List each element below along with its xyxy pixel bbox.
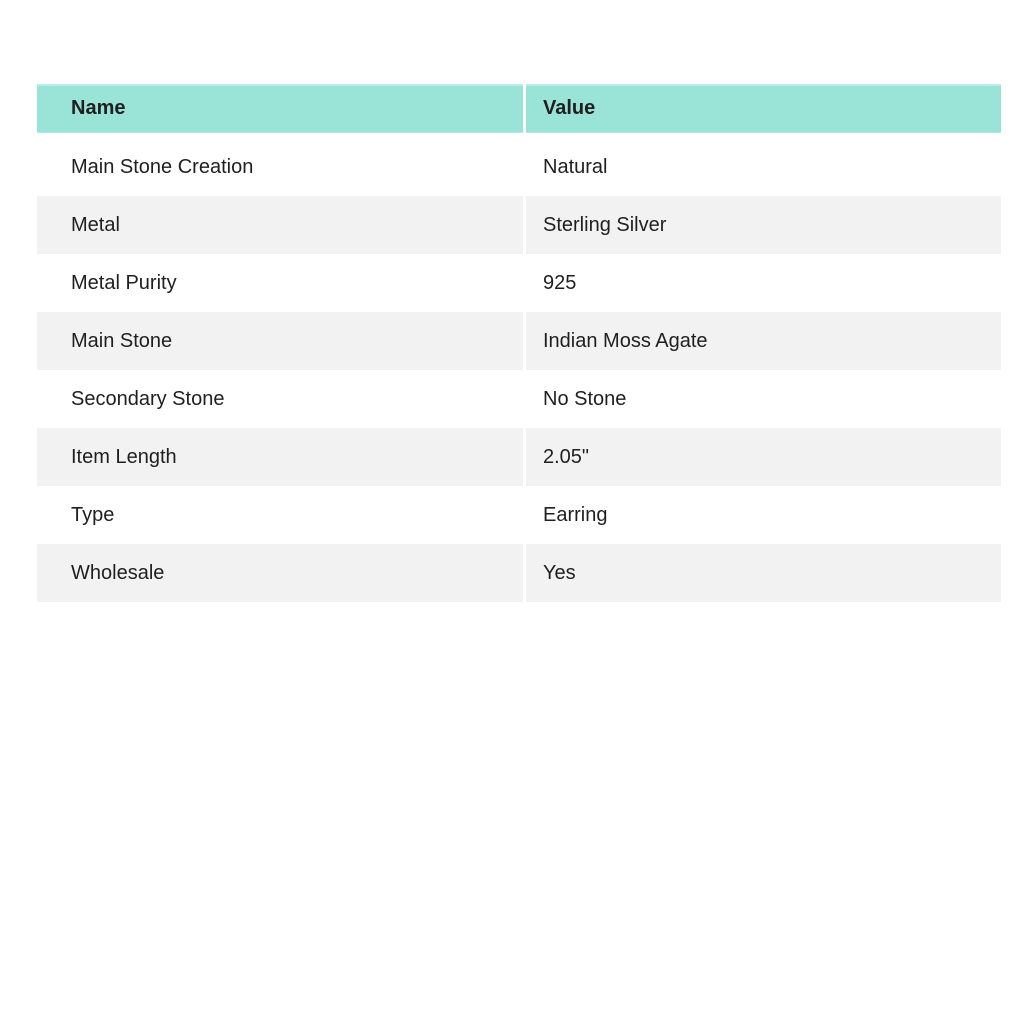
row-name-cell: Main Stone <box>71 329 173 352</box>
row-name-cell: Secondary Stone <box>71 387 225 410</box>
row-name-cell: Item Length <box>71 445 177 468</box>
table-row <box>37 370 1001 428</box>
table-row <box>37 196 1001 254</box>
table-row <box>37 486 1001 544</box>
table-header-row <box>37 84 1001 133</box>
row-name-cell: Metal Purity <box>71 271 177 294</box>
row-value-cell: Indian Moss Agate <box>523 312 1001 370</box>
row-value-cell: Yes <box>523 544 1001 602</box>
row-value-cell: 925 <box>523 254 1001 312</box>
row-name-cell: Wholesale <box>71 561 165 584</box>
table-row <box>37 138 1001 196</box>
table-row <box>37 312 1001 370</box>
table-row <box>37 544 1001 602</box>
column-header-name: Name <box>71 97 126 119</box>
row-name-cell: Main Stone Creation <box>71 155 254 178</box>
table-body <box>37 138 1001 602</box>
row-value-cell: Sterling Silver <box>523 196 1001 254</box>
table-row <box>37 254 1001 312</box>
row-value-cell: 2.05" <box>523 428 1001 486</box>
column-header-value: Value <box>523 84 1001 133</box>
row-value-cell: Natural <box>523 138 1001 196</box>
product-spec-table <box>37 84 1001 602</box>
row-name-cell: Metal <box>71 213 120 236</box>
row-name-cell: Type <box>71 503 115 526</box>
table-row <box>37 428 1001 486</box>
row-value-cell: No Stone <box>523 370 1001 428</box>
row-value-cell: Earring <box>523 486 1001 544</box>
